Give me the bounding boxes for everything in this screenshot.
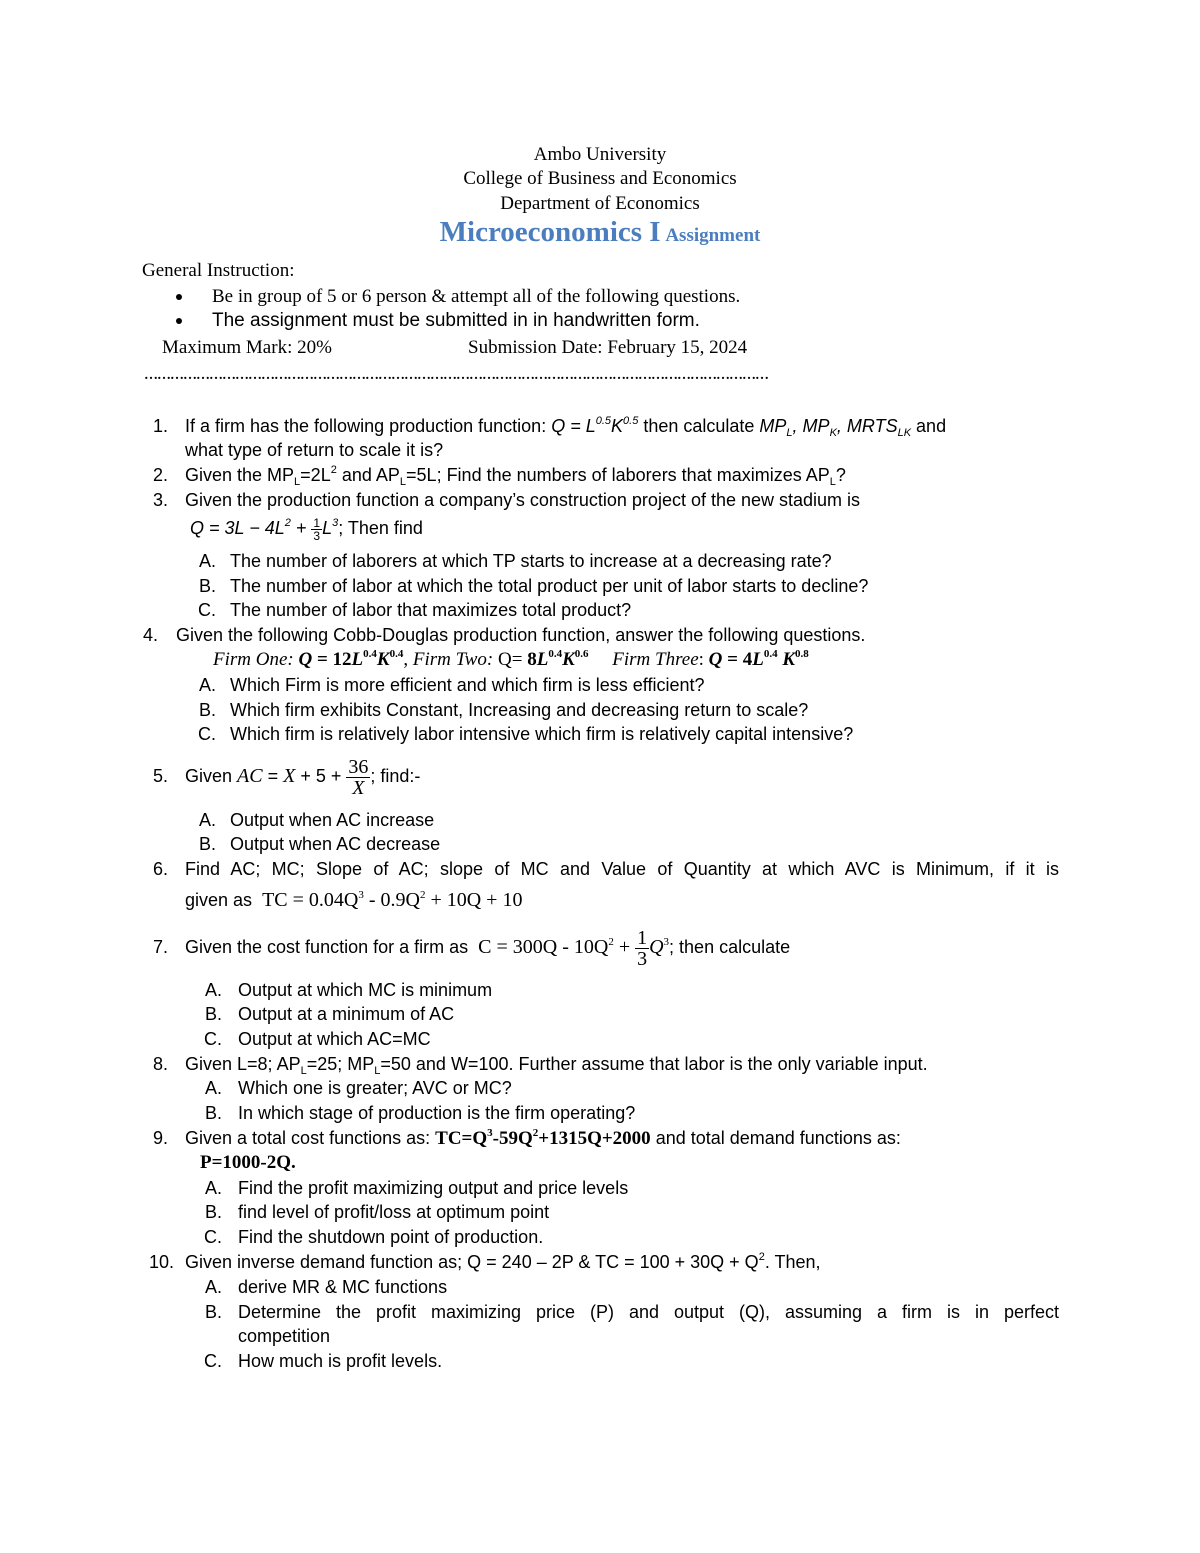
item-label: C.	[204, 1029, 222, 1049]
separator-line: ………………………………………………………………………………………………………………………………	[144, 368, 768, 383]
item-label: A.	[204, 980, 222, 1000]
q10-item-b-cont: competition	[238, 1326, 331, 1346]
q8-item-b: In which stage of production is the firm operating?	[238, 1103, 636, 1123]
instruction-bullet-1: Be in group of 5 or 6 person & attempt all of the following questions.	[212, 286, 741, 307]
item-label: A.	[198, 675, 216, 695]
bullet-icon	[176, 294, 182, 300]
q1-terms: $MP_L$, $MP_K$, $MRTS_{LK}$	[759, 416, 912, 439]
q9-demand: P=1000-2Q.	[200, 1152, 296, 1173]
q9-item-c: Find the shutdown point of production.	[238, 1227, 544, 1247]
q1-text: then calculate	[638, 416, 760, 436]
item-label: B.	[204, 1302, 222, 1322]
q1-text: and	[911, 416, 947, 436]
item-label: B.	[198, 834, 216, 854]
q3-item-b: The number of labor at which the total product per unit of labor starts to decline?	[230, 576, 869, 596]
q4-item-c: Which firm is relatively labor intensive which firm is relatively capital intensive?	[230, 724, 854, 744]
q6-text: given as	[185, 890, 253, 910]
q10-item-b: Determine the profit maximizing price (P) and output (Q), assuming a firm is in perfect	[238, 1302, 1059, 1322]
item-label: B.	[198, 700, 216, 720]
title-main: Microeconomics I	[439, 216, 661, 248]
firm-two-label: Firm Two:	[412, 649, 494, 670]
q7-text: ; then calculate	[669, 937, 791, 957]
question-1	[185, 414, 946, 438]
q10-text: Given inverse demand function as; Q = 240 – 2P & TC = 100 + 30Q + Q	[185, 1252, 759, 1272]
q9-item-b: find level of profit/loss at optimum point	[238, 1202, 550, 1222]
question-2: Given the $MP_L=2L^2$ and $AP_L=5L$; Find the numbers of laborers that maximizes $AP_L$?	[185, 464, 846, 488]
item-label: B.	[198, 576, 216, 596]
submission-date: Submission Date: February 15, 2024	[468, 337, 748, 358]
q2-text: =2L	[300, 465, 331, 485]
university-name: Ambo University	[533, 144, 667, 165]
question-number: 10.	[148, 1252, 174, 1272]
question-7: Given the cost function for a firm as $C = 300Q - 10Q^2$ + $\frac{1}{3}$ $Q^3$; then calculate	[185, 926, 791, 970]
question-8: Given L=8; $AP_L=25$; $MP_L=50$ and W=100. Further assume that labor is the only variable input.	[185, 1054, 928, 1077]
question-number: 5.	[152, 766, 168, 786]
q3-formula: $Q = 3L - 4L^2$ + $\frac{1}{3}$ $L^3$; Then find	[190, 515, 423, 543]
q5-text: ; find:-	[370, 766, 421, 786]
q5-item-a: Output when AC increase	[230, 810, 435, 830]
item-label: C.	[198, 600, 216, 620]
question-number: 6.	[152, 859, 168, 879]
title-sub: Assignment	[665, 225, 761, 246]
question-number: 3.	[152, 490, 168, 510]
q3-item-c: The number of labor that maximizes total product?	[230, 600, 632, 620]
question-4: Given the following Cobb-Douglas production function, answer the following questions.	[176, 625, 866, 645]
item-label: B.	[204, 1004, 222, 1024]
instruction-bullet-2: The assignment must be submitted in in handwritten form.	[212, 310, 700, 331]
q2-text: ?	[835, 465, 846, 485]
item-label: B.	[204, 1103, 222, 1123]
page-title	[0, 216, 1200, 249]
q9-text: and total demand functions as:	[650, 1128, 901, 1148]
item-label: C.	[204, 1227, 222, 1247]
maximum-mark: Maximum Mark: 20%	[162, 337, 332, 358]
item-label: C.	[198, 724, 216, 744]
q10-item-a: derive MR & MC functions	[238, 1277, 448, 1297]
q9-item-a: Find the profit maximizing output and price levels	[238, 1178, 629, 1198]
question-5: Given AC = X + 5 + $\frac{36}{X}$ ; find:-	[185, 755, 421, 799]
q7-item-c: Output at which AC=MC	[238, 1029, 431, 1049]
q6-line2: given as TC = $0.04Q^3 - 0.9Q^2 + 10Q + 10$	[185, 889, 523, 911]
firm-one-label: Firm One:	[213, 649, 294, 670]
item-label: A.	[204, 1277, 222, 1297]
q2-text: and AP	[336, 465, 400, 485]
question-10: Given inverse demand function as; Q = 240 – 2P & TC = $100 + 30Q + Q^2$. Then,	[185, 1251, 821, 1272]
q5-text: Given	[185, 766, 233, 786]
item-label: A.	[204, 1078, 222, 1098]
item-label: B.	[204, 1202, 222, 1222]
q10-item-c: How much is profit levels.	[238, 1351, 443, 1371]
question-number: 4.	[142, 625, 158, 645]
instruction-label: General Instruction:	[142, 260, 295, 281]
question-6: Find AC; MC; Slope of AC; slope of MC and Value of Quantity at which AVC is Minimum, if it is	[185, 859, 1059, 879]
question-number: 9.	[152, 1128, 168, 1148]
bullet-icon	[176, 318, 182, 324]
question-number: 1.	[152, 416, 168, 436]
q3-item-a: The number of laborers at which TP starts to increase at a decreasing rate?	[230, 551, 832, 571]
item-label: A.	[198, 810, 216, 830]
college-name: College of Business and Economics	[463, 168, 737, 189]
firm-three-label: Firm Three	[612, 649, 699, 670]
q7-item-b: Output at a minimum of AC	[238, 1004, 455, 1024]
question-3: Given the production function a company’s construction project of the new stadium is	[185, 490, 861, 510]
q8-text: =25; MP	[306, 1054, 375, 1074]
question-9: Given a total cost functions as: $TC=Q^3-59Q^2+1315Q+2000$ and total demand functions as:	[185, 1127, 901, 1149]
q8-text: =50 and W=100. Further assume that labor is the only variable input.	[380, 1054, 928, 1074]
q7-text: Given the cost function for a firm as	[185, 937, 469, 957]
question-number: 8.	[152, 1054, 168, 1074]
q9-text: Given a total cost functions as:	[185, 1128, 436, 1148]
q7-item-a: Output at which MC is minimum	[238, 980, 493, 1000]
item-label: A.	[204, 1178, 222, 1198]
item-label: A.	[198, 551, 216, 571]
q4-item-a: Which Firm is more efficient and which firm is less efficient?	[230, 675, 705, 695]
q1-line2: what type of return to scale it is?	[185, 440, 444, 460]
q4-firms: Firm One: $Q = 12L^{0.4}K^{0.4}$, Firm Two: $Q= 8L^{0.4}K^{0.6}$ Firm Three: $Q = 4L^{0.4}$ $K^{0.8}$	[213, 648, 809, 670]
q2-text: =5L; Find the numbers of laborers that maximizes AP	[406, 465, 830, 485]
q4-item-b: Which firm exhibits Constant, Increasing and decreasing return to scale?	[230, 700, 809, 720]
q2-text: Given the MP	[185, 465, 295, 485]
q3-text: ; Then find	[338, 518, 423, 538]
q8-text: Given L=8; AP	[185, 1054, 301, 1074]
item-label: C.	[204, 1351, 222, 1371]
department-name: Department of Economics	[500, 193, 700, 214]
question-number: 2.	[152, 465, 168, 485]
q8-item-a: Which one is greater; AVC or MC?	[238, 1078, 512, 1098]
q1-formula: $Q = L^{0.5}K^{0.5}$	[551, 415, 639, 436]
question-number: 7.	[152, 937, 168, 957]
q5-item-b: Output when AC decrease	[230, 834, 441, 854]
q1-text: If a firm has the following production function:	[185, 416, 552, 436]
q10-text: . Then,	[764, 1252, 821, 1272]
